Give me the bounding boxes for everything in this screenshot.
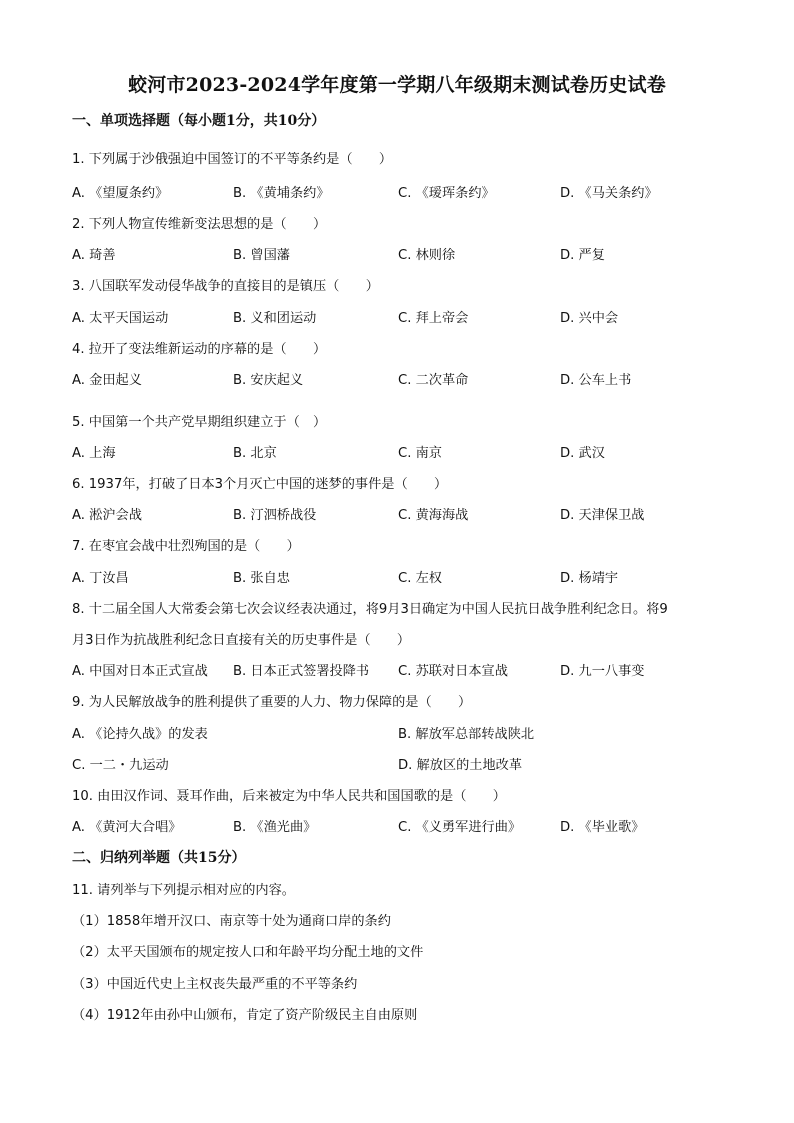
- question-3-stem: 3. 八国联军发动侵华战争的直接目的是镇压（ ）: [72, 279, 379, 294]
- question-5-option-b: B. 北京: [233, 446, 277, 461]
- section-heading-single-choice: 一、单项选择题（每小题1分，共10分）: [72, 113, 326, 129]
- question-6-option-a: A. 淞沪会战: [72, 508, 142, 523]
- question-8-option-a: A. 中国对日本正式宣战: [72, 664, 208, 679]
- question-10-option-d: D. 《毕业歌》: [560, 820, 645, 835]
- question-11-item: （4）1912年由孙中山颁布，肯定了资产阶级民主自由原则: [72, 1008, 418, 1023]
- question-7-option-d: D. 杨靖宇: [560, 571, 619, 586]
- question-5-option-c: C. 南京: [398, 446, 442, 461]
- question-2-option-c: C. 林则徐: [398, 248, 456, 263]
- question-1-option-a: A. 《望厦条约》: [72, 186, 169, 201]
- question-5-option-a: A. 上海: [72, 446, 116, 461]
- question-3-option-d: D. 兴中会: [560, 311, 619, 326]
- question-8-option-d: D. 九一八事变: [560, 664, 645, 679]
- question-11-item: （1）1858年增开汉口、南京等十处为通商口岸的条约: [72, 914, 391, 929]
- question-3-option-b: B. 义和团运动: [233, 311, 317, 326]
- question-10-stem: 10. 由田汉作词、聂耳作曲，后来被定为中华人民共和国国歌的是（ ）: [72, 789, 506, 804]
- question-1-option-d: D. 《马关条约》: [560, 186, 658, 201]
- question-5-option-d: D. 武汉: [560, 446, 605, 461]
- question-4-option-b: B. 安庆起义: [233, 373, 304, 388]
- question-3-option-a: A. 太平天国运动: [72, 311, 169, 326]
- question-9-option-a: A. 《论持久战》的发表: [72, 727, 208, 742]
- question-6-option-c: C. 黄海海战: [398, 508, 469, 523]
- question-3-option-c: C. 拜上帝会: [398, 311, 469, 326]
- question-4-option-c: C. 二次革命: [398, 373, 469, 388]
- question-6-stem: 6. 1937年，打破了日本3个月灭亡中国的迷梦的事件是（ ）: [72, 477, 448, 492]
- question-2-stem: 2. 下列人物宣传维新变法思想的是（ ）: [72, 217, 327, 232]
- question-1-option-b: B. 《黄埔条约》: [233, 186, 330, 201]
- question-6-option-b: B. 汀泗桥战役: [233, 508, 317, 523]
- question-4-option-d: D. 公车上书: [560, 373, 632, 388]
- question-1-option-c: C. 《瑷珲条约》: [398, 186, 495, 201]
- question-9-option-d: D. 解放区的土地改革: [398, 758, 523, 773]
- question-1-stem: 1. 下列属于沙俄强迫中国签订的不平等条约是（ ）: [72, 152, 393, 167]
- question-8-option-b: B. 日本正式签署投降书: [233, 664, 370, 679]
- question-7-stem: 7. 在枣宜会战中壮烈殉国的是（ ）: [72, 539, 300, 554]
- question-10-option-c: C. 《义勇军进行曲》: [398, 820, 522, 835]
- question-8-stem-line-2: 月3日作为抗战胜利纪念日直接有关的历史事件是（ ）: [72, 633, 411, 648]
- question-2-option-b: B. 曾国藩: [233, 248, 290, 263]
- question-11-item: （3）中国近代史上主权丧失最严重的不平等条约: [72, 977, 358, 992]
- question-9-option-c: C. 一二・九运动: [72, 758, 169, 773]
- question-8-stem-line-1: 8. 十二届全国人大常委会第七次会议经表决通过，将9月3日确定为中国人民抗日战争胜利纪念日。将9: [72, 602, 668, 617]
- section-heading-listing: 二、归纳列举题（共15分）: [72, 850, 246, 866]
- question-11-item: （2）太平天国颁布的规定按人口和年龄平均分配土地的文件: [72, 945, 424, 960]
- question-10-option-a: A. 《黄河大合唱》: [72, 820, 182, 835]
- question-7-option-a: A. 丁汝昌: [72, 571, 129, 586]
- question-4-stem: 4. 拉开了变法维新运动的序幕的是（ ）: [72, 342, 327, 357]
- question-9-option-b: B. 解放军总部转战陕北: [398, 727, 535, 742]
- question-2-option-d: D. 严复: [560, 248, 605, 263]
- question-2-option-a: A. 琦善: [72, 248, 116, 263]
- question-8-option-c: C. 苏联对日本宣战: [398, 664, 508, 679]
- exam-title: 蛟河市2023-2024学年度第一学期八年级期末测试卷历史试卷: [128, 74, 666, 96]
- question-7-option-b: B. 张自忠: [233, 571, 290, 586]
- question-4-option-a: A. 金田起义: [72, 373, 142, 388]
- question-9-stem: 9. 为人民解放战争的胜利提供了重要的人力、物力保障的是（ ）: [72, 695, 472, 710]
- question-11-stem: 11. 请列举与下列提示相对应的内容。: [72, 883, 295, 898]
- question-10-option-b: B. 《渔光曲》: [233, 820, 317, 835]
- question-7-option-c: C. 左权: [398, 571, 442, 586]
- question-5-stem: 5. 中国第一个共产党早期组织建立于（ ）: [72, 415, 327, 430]
- question-6-option-d: D. 天津保卫战: [560, 508, 645, 523]
